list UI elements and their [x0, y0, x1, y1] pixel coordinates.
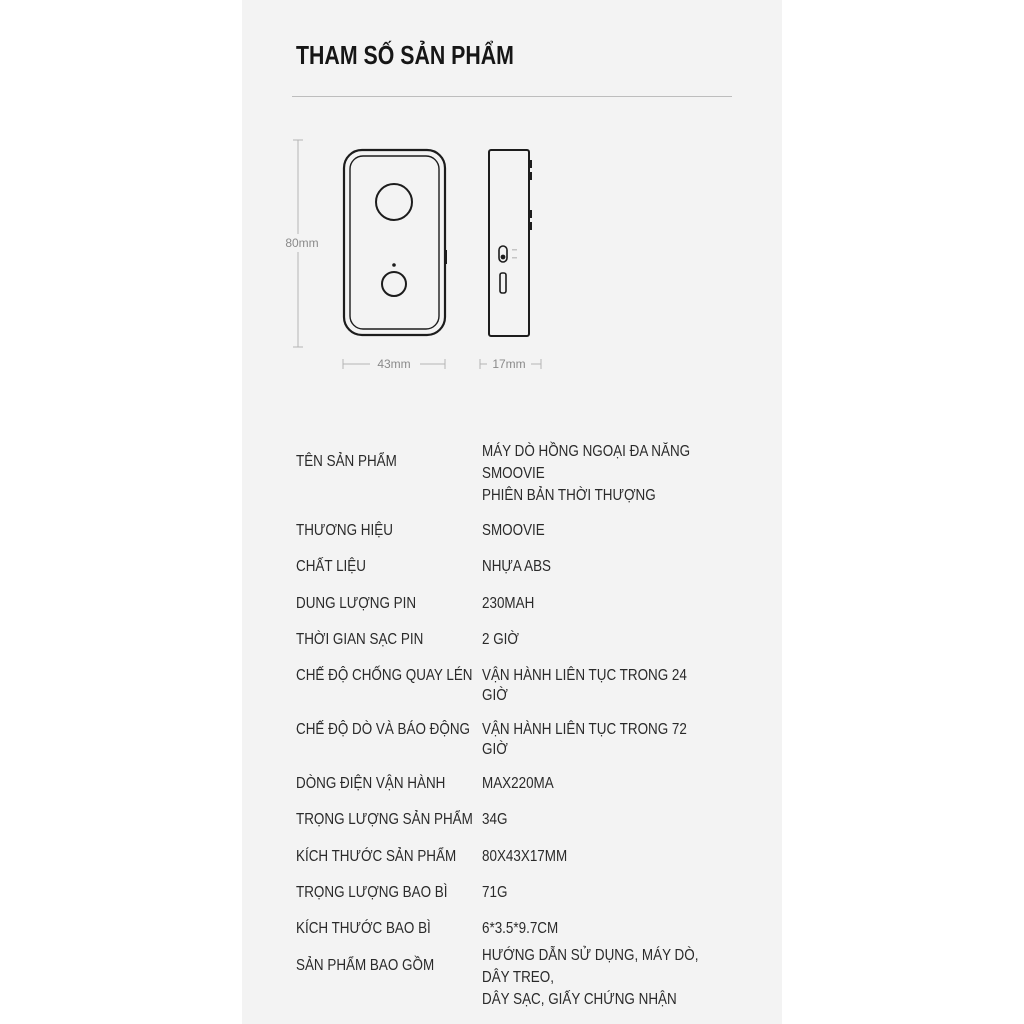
spec-row: [296, 706, 756, 760]
spec-row: [296, 942, 756, 1011]
spec-label: TRỌNG LƯỢNG SẢN PHẨM: [296, 811, 473, 829]
spec-row: [296, 507, 756, 543]
spec-label: TÊN SẢN PHẨM: [296, 453, 397, 470]
spec-label: THƯƠNG HIỆU: [296, 522, 393, 539]
lens-circle: [376, 184, 412, 220]
spec-table: [296, 438, 756, 1011]
spec-value: MAX220MA: [482, 775, 554, 793]
spec-row: [296, 905, 756, 941]
spec-label: THỜI GIAN SẠC PIN: [296, 630, 424, 648]
spec-label: CHẾ ĐỘ CHỐNG QUAY LÉN: [296, 667, 473, 685]
spec-label: DÒNG ĐIỆN VẬN HÀNH: [296, 775, 446, 793]
spec-row: [296, 543, 756, 579]
device-front-view: [344, 150, 447, 335]
spec-value: HƯỚNG DẪN SỬ DỤNG, MÁY DÒ, DÂY TREO, DÂY SẠC, GIẤY CHỨNG NHẬN: [482, 946, 699, 1008]
spec-label: TRỌNG LƯỢNG BAO BÌ: [296, 884, 448, 902]
spec-row: [296, 438, 756, 507]
spec-row: [296, 796, 756, 832]
page-title: THAM SỐ SẢN PHẨM: [296, 40, 514, 70]
spec-value: 71G: [482, 884, 508, 902]
height-label: 80mm: [285, 236, 319, 250]
power-button-circle: [382, 272, 406, 296]
depth-dimension: [480, 356, 541, 372]
spec-row: [296, 869, 756, 905]
spec-value: 34G: [482, 811, 508, 829]
spec-label: CHẤT LIỆU: [296, 558, 366, 576]
spec-label: KÍCH THƯỚC SẢN PHẨM: [296, 847, 457, 865]
width-dimension: [343, 356, 445, 372]
spec-value: MÁY DÒ HỒNG NGOẠI ĐA NĂNG SMOOVIE PHIÊN BẢN THỜI THƯỢNG: [482, 443, 691, 504]
spec-value: 6*3.5*9.7CM: [482, 920, 559, 938]
usb-port: [500, 273, 506, 293]
spec-label: DUNG LƯỢNG PIN: [296, 594, 417, 612]
spec-label: KÍCH THƯỚC BAO BÌ: [296, 920, 431, 938]
spec-row: [296, 833, 756, 869]
spec-row: [296, 760, 756, 796]
spec-value: VẬN HÀNH LIÊN TỤC TRONG 24 GIỜ: [482, 667, 687, 705]
product-dimension-diagram: [270, 130, 560, 380]
spec-row: [296, 616, 756, 652]
spec-label: CHẾ ĐỘ DÒ VÀ BÁO ĐỘNG: [296, 721, 470, 739]
spec-value: NHỰA ABS: [482, 558, 551, 576]
spec-row: [296, 580, 756, 616]
mode-switch: [499, 246, 507, 262]
spec-value: 80X43X17MM: [482, 847, 568, 865]
spec-value: 230MAH: [482, 594, 535, 612]
indicator-dot: [392, 263, 396, 267]
spec-value: 2 GIỜ: [482, 630, 519, 648]
title-divider: [292, 96, 732, 97]
device-side-view: [489, 150, 532, 336]
spec-label: SẢN PHẨM BAO GỒM: [296, 956, 435, 974]
spec-value: VẬN HÀNH LIÊN TỤC TRONG 72 GIỜ: [482, 721, 687, 759]
spec-value: SMOOVIE: [482, 522, 545, 539]
depth-label: 17mm: [492, 357, 526, 371]
width-label: 43mm: [377, 357, 411, 371]
height-dimension: [280, 140, 324, 347]
spec-row: [296, 652, 756, 706]
